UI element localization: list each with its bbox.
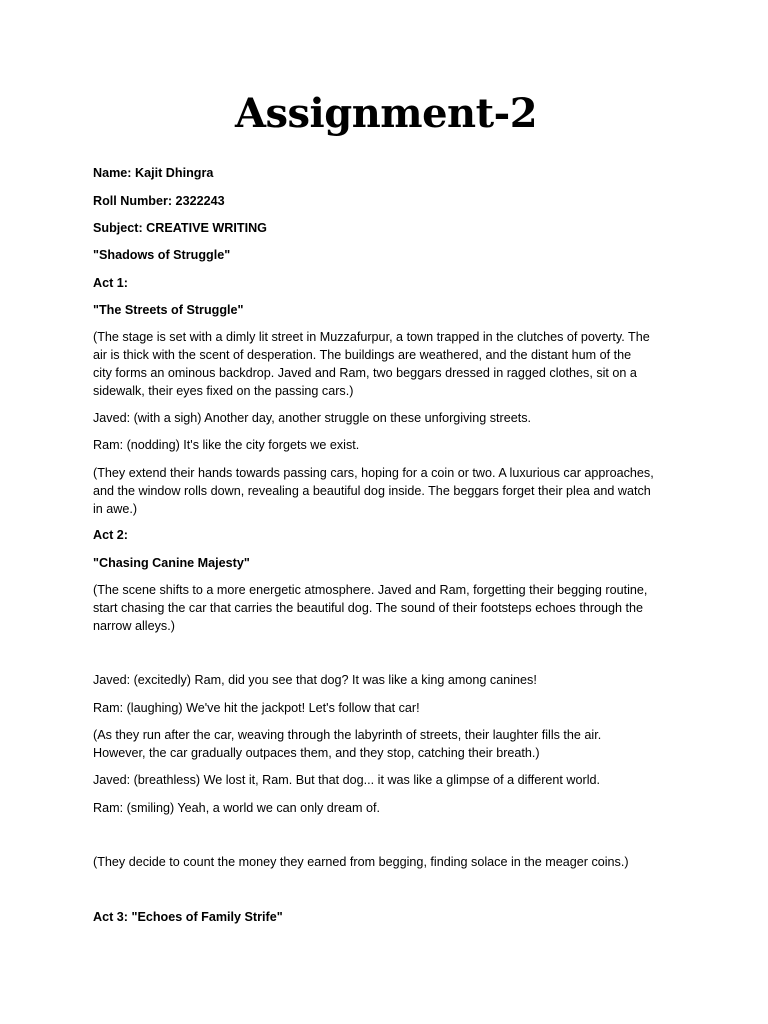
text-line: (As they run after the car, weaving through the labyrinth of streets, their laughter fills the air. <box>93 728 602 742</box>
document-title: Assignment-2 <box>234 90 538 137</box>
act2-subtitle: "Chasing Canine Majesty" <box>93 556 250 570</box>
act1-dialogue-javed: Javed: (with a sigh) Another day, another struggle on these unforgiving streets. <box>93 411 532 425</box>
act2-dialogue-javed-2: Javed: (breathless) We lost it, Ram. But that dog... it was like a glimpse of a different world. <box>93 773 601 787</box>
act2-stage-direction <box>93 581 683 635</box>
act1-heading: Act 1: <box>93 276 128 290</box>
text-line: (They extend their hands towards passing cars, hoping for a coin or two. A luxurious car approaches, <box>93 466 654 480</box>
text-line: in awe.) <box>93 502 138 516</box>
act2-heading: Act 2: <box>93 528 128 542</box>
text-line: (The scene shifts to a more energetic atmosphere. Javed and Ram, forgetting their begging routine, <box>93 583 648 597</box>
act3-heading: Act 3: "Echoes of Family Strife" <box>93 910 283 924</box>
subject: Subject: CREATIVE WRITING <box>93 221 267 235</box>
act2-dialogue-ram-2: Ram: (smiling) Yeah, a world we can only dream of. <box>93 801 380 815</box>
act1-subtitle: "The Streets of Struggle" <box>93 303 244 317</box>
roll-number: Roll Number: 2322243 <box>93 194 225 208</box>
act1-stage-direction-2 <box>93 464 683 518</box>
text-line: However, the car gradually outpaces them, and they stop, catching their breath.) <box>93 746 540 760</box>
text-line: city forms an ominous backdrop. Javed and Ram, two beggars dressed in ragged clothes, sit on a <box>93 366 637 380</box>
act2-dialogue-ram: Ram: (laughing) We've hit the jackpot! Let's follow that car! <box>93 701 420 715</box>
play-title: "Shadows of Struggle" <box>93 248 231 262</box>
text-line: start chasing the car that carries the beautiful dog. The sound of their footsteps echoes through the <box>93 601 644 615</box>
act2-stage-direction-2 <box>93 726 683 762</box>
text-line: sidewalk, their eyes fixed on the passing cars.) <box>93 384 354 398</box>
text-line: air is thick with the scent of desperation. The buildings are weathered, and the distant hum of the <box>93 348 632 362</box>
student-name: Name: Kajit Dhingra <box>93 166 214 180</box>
text-line: narrow alleys.) <box>93 619 175 633</box>
text-line: and the window rolls down, revealing a beautiful dog inside. The beggars forget their plea and watch <box>93 484 651 498</box>
act2-stage-direction-3: (They decide to count the money they earned from begging, finding solace in the meager coins.) <box>93 855 629 869</box>
act1-dialogue-ram: Ram: (nodding) It's like the city forgets we exist. <box>93 438 360 452</box>
text-line: (The stage is set with a dimly lit street in Muzzafurpur, a town trapped in the clutches of poverty. The <box>93 330 650 344</box>
act1-stage-direction <box>93 328 683 400</box>
act2-dialogue-javed: Javed: (excitedly) Ram, did you see that dog? It was like a king among canines! <box>93 673 537 687</box>
